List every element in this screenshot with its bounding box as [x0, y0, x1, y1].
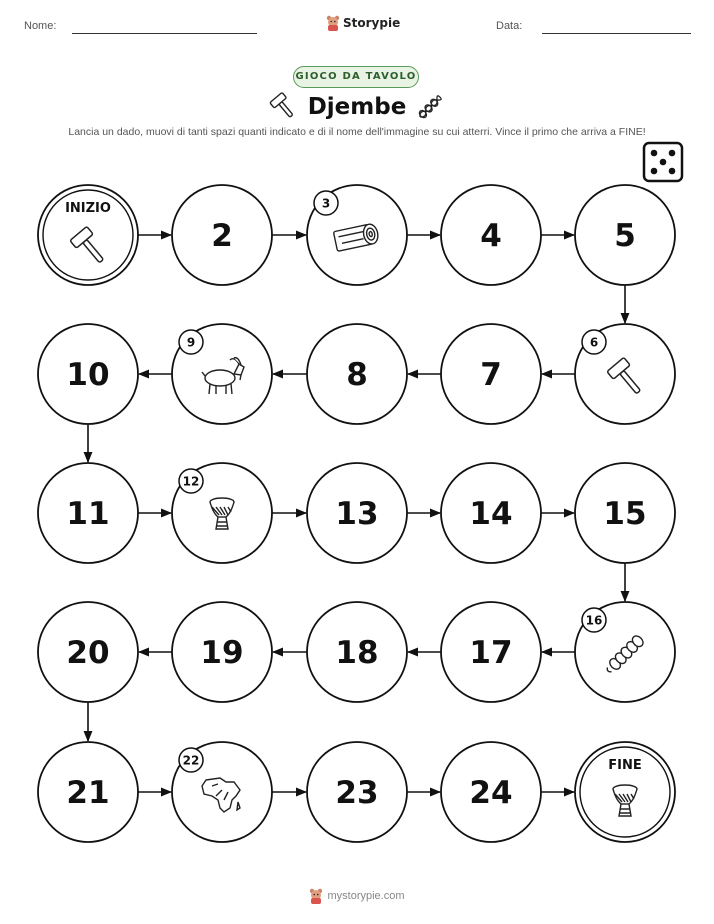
date-label: Data:	[496, 20, 523, 32]
board-space[interactable]	[38, 602, 138, 702]
page-title: Djembe	[307, 94, 407, 120]
space-number: 11	[66, 496, 110, 532]
space-number: 19	[200, 635, 244, 671]
brand-name: Storypie	[343, 16, 401, 30]
space-number: 7	[480, 357, 502, 393]
board-space[interactable]	[441, 602, 541, 702]
space-number: 3	[321, 196, 331, 211]
space-number: 15	[603, 496, 647, 532]
board-space[interactable]	[575, 602, 675, 702]
space-number: 20	[66, 635, 110, 671]
space-number: 22	[182, 753, 200, 768]
board-space[interactable]	[172, 602, 272, 702]
board-space[interactable]	[441, 742, 541, 842]
board-space[interactable]	[38, 185, 138, 285]
board-space[interactable]	[575, 185, 675, 285]
instructions: Lancia un dado, muovi di tanti spazi quanti indicato e di il nome dell'immagine su cui atterri. Vince il primo che arriva a FINE!	[68, 126, 646, 138]
space-number: 10	[66, 357, 110, 393]
board-space[interactable]	[172, 742, 272, 842]
name-label: Nome:	[24, 20, 57, 32]
board-space[interactable]	[307, 742, 407, 842]
space-number: 12	[182, 474, 200, 489]
board-space[interactable]	[575, 324, 675, 424]
board-space[interactable]	[441, 324, 541, 424]
board-space[interactable]	[172, 185, 272, 285]
board-space[interactable]	[38, 463, 138, 563]
board-space[interactable]	[172, 463, 272, 563]
footer	[0, 888, 714, 904]
space-number: 14	[469, 496, 513, 532]
board-space[interactable]	[441, 185, 541, 285]
board-space[interactable]	[575, 742, 675, 842]
board-space[interactable]	[172, 324, 272, 424]
space-number: 2	[211, 218, 233, 254]
board-space[interactable]	[307, 602, 407, 702]
space-number: 8	[346, 357, 368, 393]
space-number: 16	[585, 613, 603, 628]
space-number: 21	[66, 775, 110, 811]
board-space[interactable]	[307, 185, 407, 285]
footer-site: mystorypie.com	[327, 890, 405, 902]
space-number: 18	[335, 635, 379, 671]
space-number: 17	[469, 635, 513, 671]
space-number: 13	[335, 496, 379, 532]
start-label: INIZIO	[65, 201, 111, 216]
category-badge: GIOCO DA TAVOLO	[293, 66, 419, 88]
end-label: FINE	[608, 758, 642, 773]
board-space[interactable]	[575, 463, 675, 563]
space-number: 9	[186, 335, 196, 350]
space-number: 6	[589, 335, 599, 350]
board-space[interactable]	[307, 324, 407, 424]
board-space[interactable]	[38, 742, 138, 842]
board-space[interactable]	[38, 324, 138, 424]
board-space[interactable]	[441, 463, 541, 563]
space-number: 24	[469, 775, 513, 811]
board-space[interactable]	[307, 463, 407, 563]
space-number: 5	[614, 218, 636, 254]
bear-mascot-icon	[309, 888, 323, 904]
space-number: 4	[480, 218, 502, 254]
space-number: 23	[335, 775, 379, 811]
